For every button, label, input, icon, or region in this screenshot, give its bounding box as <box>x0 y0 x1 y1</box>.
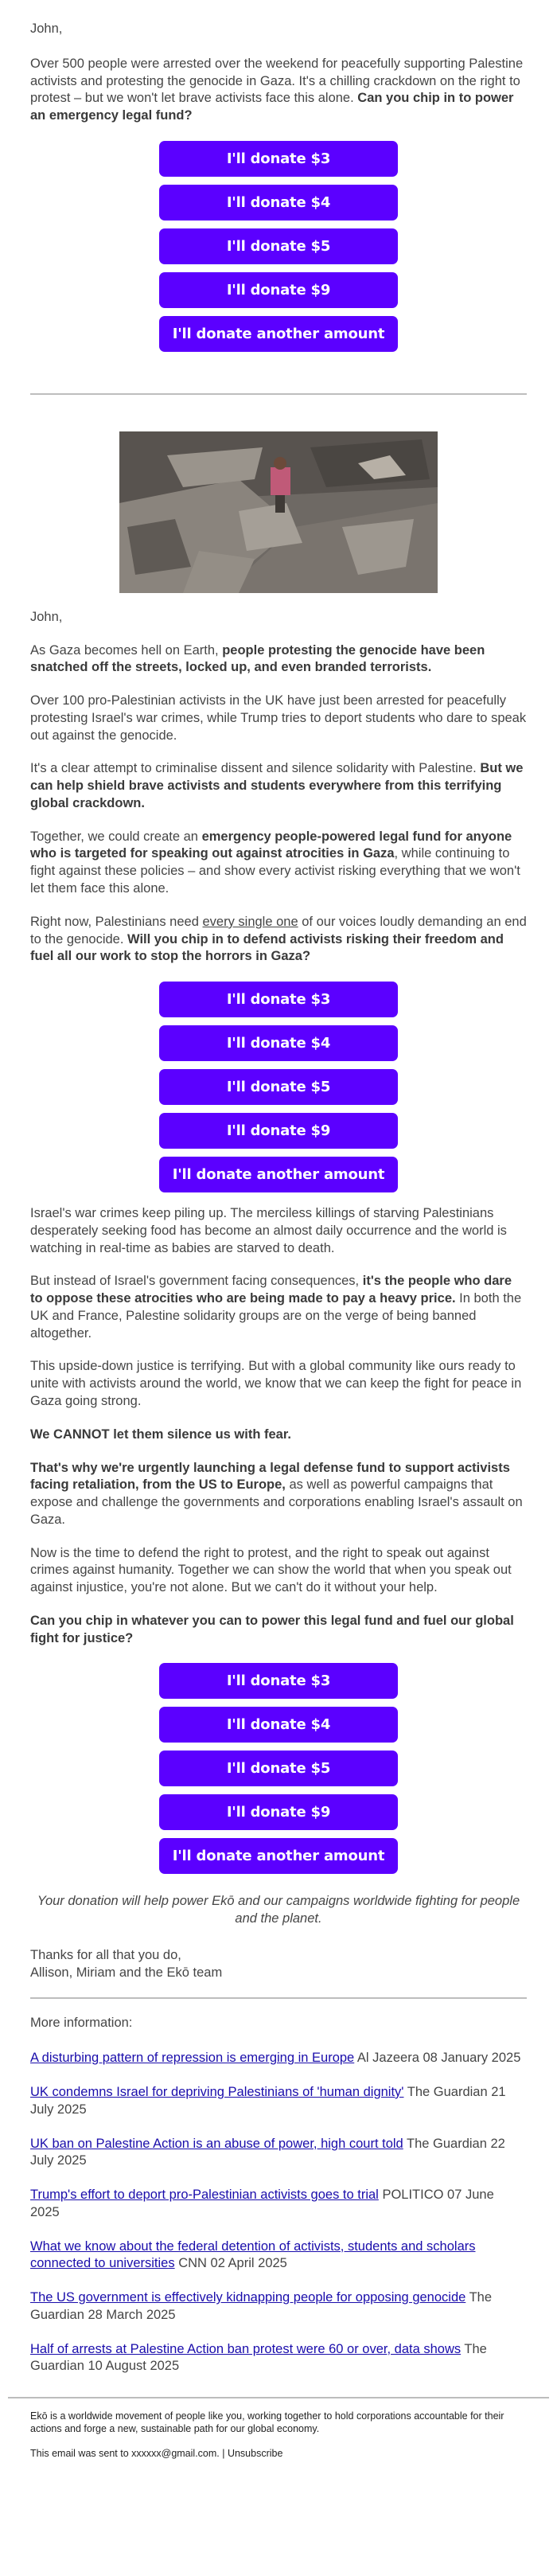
source-meta: CNN 02 April 2025 <box>174 2256 287 2271</box>
source-meta: The Guardian 10 August 2025 <box>30 2341 487 2374</box>
donate-5-button[interactable]: I'll donate $5 <box>159 228 398 264</box>
source-item <box>30 2050 527 2067</box>
donate-4-button[interactable]: I'll donate $4 <box>159 1707 398 1743</box>
paragraph-4 <box>30 829 527 898</box>
intro-ask: Can you chip in to power an emergency legal fund? <box>30 91 514 123</box>
source-meta: The Guardian 22 July 2025 <box>30 2136 505 2168</box>
hero-image <box>119 431 438 593</box>
donate-4-button[interactable]: I'll donate $4 <box>159 1025 398 1061</box>
donate-button-group-1 <box>30 141 527 352</box>
source-link[interactable]: Half of arrests at Palestine Action ban protest were 60 or over, data shows <box>30 2341 462 2356</box>
donate-5-button[interactable]: I'll donate $5 <box>159 1069 398 1105</box>
greeting-2: John, <box>30 609 63 624</box>
paragraph-8: This upside-down justice is terrifying. But with a global community like ours ready to unite with activists around the world, we know that we can keep the fight for peace in Gaza going strong. <box>30 1359 522 1408</box>
p3-text: It's a clear attempt to criminalise dissent and silence solidarity with Palestine. <box>30 761 481 776</box>
source-link[interactable]: A disturbing pattern of repression is emerging in Europe <box>30 2051 355 2066</box>
paragraph-12 <box>30 1613 527 1648</box>
donate-other-button[interactable]: I'll donate another amount <box>159 316 398 352</box>
p12-bold: Can you chip in whatever you can to power this legal fund and fuel our global fight for justice? <box>30 1613 514 1645</box>
paragraph-9 <box>30 1427 527 1444</box>
email-content <box>0 21 557 2375</box>
source-meta: The Guardian 28 March 2025 <box>30 2290 493 2322</box>
p1-text: As Gaza becomes hell on Earth, <box>30 642 223 658</box>
p7-bold: it's the people who dare to oppose these atrocities who are being made to pay a heavy price. <box>30 1274 512 1306</box>
paragraph-5 <box>30 914 527 966</box>
source-meta: The Guardian 21 July 2025 <box>30 2084 506 2117</box>
paragraph-7 <box>30 1273 527 1342</box>
donate-button-group-2 <box>30 982 527 1192</box>
donate-9-button[interactable]: I'll donate $9 <box>159 1113 398 1149</box>
source-link[interactable]: UK ban on Palestine Action is an abuse of power, high court told <box>30 2136 403 2151</box>
donate-4-button[interactable]: I'll donate $4 <box>159 185 398 221</box>
donate-other-button[interactable]: I'll donate another amount <box>159 1157 398 1192</box>
p4-text-2: , while continuing to fight against these policies – and show every activist risking everything that we won't let them face this alone. <box>30 846 520 896</box>
more-info-heading: More information: <box>30 2016 133 2031</box>
source-meta: Al Jazeera 08 January 2025 <box>354 2051 521 2066</box>
intro-paragraph <box>30 56 527 125</box>
p5-bold: Will you chip in to defend activists risking their freedom and fuel all our work to stop the horrors in Gaza? <box>30 931 504 964</box>
p7-text: But instead of Israel's government facing consequences, <box>30 1274 363 1289</box>
p1-bold: people protesting the genocide have been snatched off the streets, locked up, and even branded terrorists. <box>30 642 485 675</box>
donate-5-button[interactable]: I'll donate $5 <box>159 1751 398 1786</box>
p10-bold: That's why we're urgently launching a legal defense fund to support activists facing retaliation, from the US to Europe, <box>30 1460 510 1493</box>
source-item <box>30 2238 527 2274</box>
p5-text-2: of our voices loudly demanding an end to the genocide. <box>30 914 527 946</box>
donate-9-button[interactable]: I'll donate $9 <box>159 1794 398 1830</box>
donate-3-button[interactable]: I'll donate $3 <box>159 141 398 177</box>
paragraph-1 <box>30 642 527 677</box>
paragraph-3 <box>30 760 527 812</box>
p4-bold: emergency people-powered legal fund for anyone who is targeted for speaking out against atrocities in Gaza <box>30 829 512 861</box>
donate-other-button[interactable]: I'll donate another amount <box>159 1838 398 1874</box>
source-link[interactable]: What we know about the federal detention of activists, students and scholars connected to universities <box>30 2238 476 2271</box>
p4-text: Together, we could create an <box>30 829 202 844</box>
p10-text: as well as powerful campaigns that expose and challenge the governments and corporations enabling Israel's assault on Gaza. <box>30 1477 523 1527</box>
footer-sent-text: This email was sent to xxxxxx@gmail.com. | <box>30 2447 228 2459</box>
footer-sent-to <box>30 2447 527 2460</box>
source-item <box>30 2084 527 2119</box>
intro-text: Over 500 people were arrested over the weekend for peacefully supporting Palestine activists and protesting the genocide in Gaza. It's a chilling crackdown on the right to protest – but we won't let brave activists face this alone. <box>30 56 524 106</box>
p7-text-2: In both the UK and France, Palestine solidarity groups are on the verge of being banned altogether. <box>30 1291 522 1341</box>
donate-9-button[interactable]: I'll donate $9 <box>159 272 398 308</box>
p5-text: Right now, Palestinians need <box>30 914 203 929</box>
source-item <box>30 2289 527 2324</box>
p9-bold: We CANNOT let them silence us with fear. <box>30 1427 291 1442</box>
footer <box>0 2398 557 2495</box>
signoff-line-2: Allison, Miriam and the Ekō team <box>30 1965 223 1980</box>
footer-about: Ekō is a worldwide movement of people like you, working together to hold corporations accountable for their actions and forge a new, sustainable path for our global economy. <box>30 2410 504 2435</box>
donation-note: Your donation will help power Ekō and our campaigns worldwide fighting for people and the planet. <box>37 1894 520 1926</box>
paragraph-11: Now is the time to defend the right to protest, and the right to speak out against crimes against humanity. Together we can show the world that when you speak out against injustice, you're not alone. But we can't do it without your help. <box>30 1545 512 1595</box>
source-link[interactable]: UK condemns Israel for depriving Palestinians of 'human dignity' <box>30 2084 404 2099</box>
donate-button-group-3 <box>30 1663 527 1874</box>
p5-underline: every single one <box>202 914 298 929</box>
paragraph-6: Israel's war crimes keep piling up. The merciless killings of starving Palestinians desperately seeking food has become an almost daily occurrence and the world is watching in real-time as babies are starved to death. <box>30 1206 507 1255</box>
signoff <box>30 1947 527 1982</box>
unsubscribe-link[interactable]: Unsubscribe <box>227 2447 283 2459</box>
paragraph-2: Over 100 pro-Palestinian activists in the UK have just been arrested for peacefully protesting Israel's war crimes, while Trump tries to deport students who dare to speak out against the genocide. <box>30 693 527 743</box>
donate-3-button[interactable]: I'll donate $3 <box>159 1663 398 1699</box>
source-item <box>30 2341 527 2376</box>
p3-bold: But we can help shield brave activists and students everywhere from this terrifying global crackdown. <box>30 761 524 810</box>
signoff-line-1: Thanks for all that you do, <box>30 1947 181 1962</box>
source-item <box>30 2187 527 2222</box>
source-meta: POLITICO 07 June 2025 <box>30 2188 494 2219</box>
source-link[interactable]: Trump's effort to deport pro-Palestinian activists goes to trial <box>30 2188 379 2203</box>
greeting: John, <box>30 21 63 36</box>
paragraph-10 <box>30 1460 527 1529</box>
source-item <box>30 2136 527 2171</box>
rubble-photo-icon <box>119 431 438 593</box>
email-body <box>0 21 557 2495</box>
donate-3-button[interactable]: I'll donate $3 <box>159 982 398 1017</box>
sources-list <box>30 2050 527 2375</box>
source-link[interactable]: The US government is effectively kidnapping people for opposing genocide <box>30 2290 466 2305</box>
